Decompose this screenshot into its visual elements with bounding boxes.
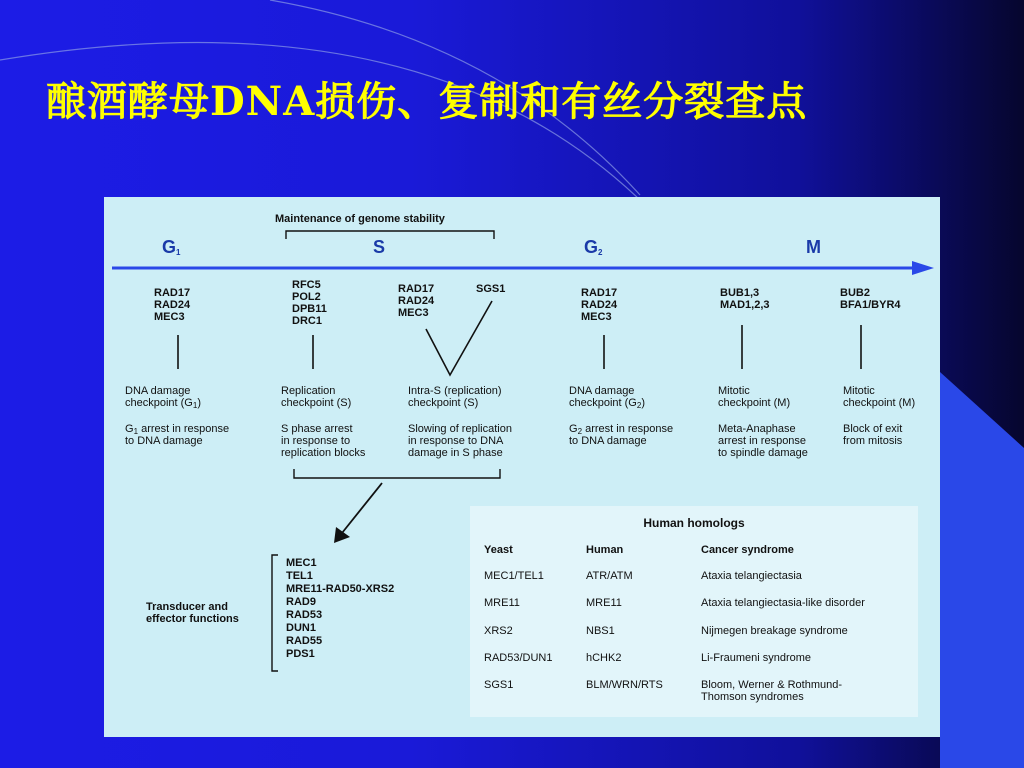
row-5-yeast: SGS1: [484, 679, 514, 691]
slide-title: 酿酒酵母DNA损伤、复制和有丝分裂查点: [46, 78, 808, 125]
g2-genes: RAD17 RAD24 MEC3: [581, 287, 618, 323]
homologs-title: Human homologs: [643, 516, 745, 530]
phase-g2: [584, 237, 602, 258]
mitotic-genes: BUB1,3 MAD1,2,3: [720, 287, 770, 311]
replication-checkpoint-name: Replication checkpoint (S): [281, 385, 352, 409]
intra-s-genes: RAD17 RAD24 MEC3: [398, 283, 435, 319]
bracket-label: Maintenance of genome stability: [275, 213, 445, 225]
g1-checkpoint-desc-end: arrest in response to DNA damage: [125, 423, 230, 447]
transducer-genes: MEC1 TEL1 MRE11-RAD50-XRS2 RAD9 RAD53 DUN1 RAD55 PDS1: [286, 557, 395, 660]
g2-checkpoint-desc: [569, 423, 673, 447]
g2-checkpoint-name-text: DNA damage checkpoint (G: [569, 385, 637, 409]
row-2-syndrome: Ataxia telangiectasia-like disorder: [701, 597, 865, 609]
lower-bracket: [294, 469, 500, 478]
row-4-syndrome: Li-Fraumeni syndrome: [701, 652, 812, 664]
mitotic-checkpoint-desc: Meta-Anaphase arrest in response to spindle damage: [718, 423, 808, 459]
header-cancer-syndrome: Cancer syndrome: [701, 544, 794, 556]
g2-checkpoint-name-end: ): [641, 397, 645, 409]
replication-genes: RFC5 POL2 DPB11 DRC1: [292, 279, 327, 327]
row-2-human: MRE11: [586, 597, 622, 609]
transducer-label: Transducer and effector functions: [146, 601, 239, 625]
g2-checkpoint-desc-end: arrest in response to DNA damage: [569, 423, 674, 447]
row-3-human: NBS1: [586, 625, 615, 637]
row-4-yeast: RAD53/DUN1: [484, 652, 553, 664]
header-yeast: Yeast: [484, 544, 513, 556]
genome-stability-bracket: [286, 231, 494, 239]
g2-checkpoint-name: [569, 385, 645, 409]
row-5-human: BLM/WRN/RTS: [586, 679, 663, 691]
mitotic-exit-checkpoint-name: Mitotic checkpoint (M): [843, 385, 916, 409]
arrow-to-transducers: [342, 483, 382, 533]
g1-checkpoint-name-text: DNA damage checkpoint (G: [125, 385, 193, 409]
transducer-bracket: [272, 555, 278, 671]
phase-g2-letter: G: [584, 237, 599, 257]
phase-m: M: [806, 237, 821, 257]
row-2-yeast: MRE11: [484, 597, 520, 609]
phase-g1: [162, 237, 180, 258]
g1-checkpoint-desc-sub: 1: [133, 427, 139, 436]
row-4-human: hCHK2: [586, 652, 622, 664]
intra-s-checkpoint-name: Intra-S (replication) checkpoint (S): [408, 385, 502, 409]
human-homologs-panel: [470, 506, 918, 717]
phase-g1-sub: 1: [176, 248, 181, 257]
phase-g1-letter: G: [162, 237, 177, 257]
row-1-yeast: MEC1/TEL1: [484, 570, 544, 582]
arrow-head: [334, 527, 350, 543]
g1-checkpoint-name-end: ): [197, 397, 201, 409]
g1-checkpoint-name-sub: 1: [192, 401, 198, 410]
phase-g2-sub: 2: [598, 248, 603, 257]
row-1-human: ATR/ATM: [586, 570, 633, 582]
g2-checkpoint-desc-sub: 2: [577, 427, 583, 436]
phase-s: S: [373, 237, 386, 257]
timeline-arrowhead: [912, 261, 934, 275]
mitotic-checkpoint-name: Mitotic checkpoint (M): [718, 385, 791, 409]
g1-genes: RAD17 RAD24 MEC3: [154, 287, 191, 323]
g1-checkpoint-desc: [125, 423, 229, 447]
mitotic-exit-checkpoint-desc: Block of exit from mitosis: [843, 423, 903, 447]
g2-checkpoint-name-sub: 2: [636, 401, 642, 410]
replication-checkpoint-desc: S phase arrest in response to replication blocks: [281, 423, 366, 459]
g2-checkpoint-desc-text: G: [569, 423, 578, 435]
row-3-yeast: XRS2: [484, 625, 513, 637]
intra-s-checkpoint-desc: Slowing of replication in response to DNA damage in S phase: [408, 423, 512, 459]
sgs1-gene: SGS1: [476, 283, 506, 295]
g1-checkpoint-desc-text: G: [125, 423, 134, 435]
g1-checkpoint-name: [125, 385, 201, 409]
row-1-syndrome: Ataxia telangiectasia: [701, 570, 802, 582]
row-5-syndrome: Bloom, Werner & Rothmund- Thomson syndromes: [701, 679, 843, 703]
decorative-corner-shape: [940, 372, 1024, 768]
v-connector: [426, 301, 492, 375]
row-3-syndrome: Nijmegen breakage syndrome: [701, 625, 848, 637]
checkpoint-figure: [104, 197, 940, 737]
header-human: Human: [586, 544, 624, 556]
mitotic-exit-genes: BUB2 BFA1/BYR4: [840, 287, 901, 311]
